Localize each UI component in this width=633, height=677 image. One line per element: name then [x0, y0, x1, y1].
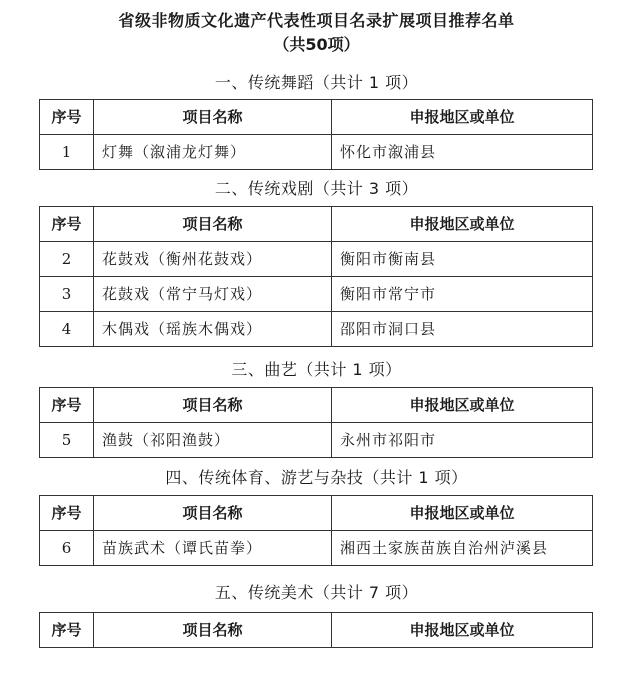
- row-index: 6: [40, 531, 94, 566]
- row-project-name: 花鼓戏（衡州花鼓戏）: [94, 242, 332, 277]
- table-row: [40, 312, 593, 347]
- row-project-name: 灯舞（溆浦龙灯舞）: [94, 135, 332, 170]
- header-name: 项目名称: [94, 496, 332, 531]
- section-heading: 二、传统戏剧（共计 3 项）: [214, 179, 419, 198]
- section-table: [39, 612, 593, 648]
- header-index: 序号: [40, 388, 94, 423]
- header-name: 项目名称: [94, 207, 332, 242]
- table-row: [40, 277, 593, 312]
- table-header-row: [40, 613, 593, 648]
- section-table: [39, 99, 593, 170]
- header-index: 序号: [40, 496, 94, 531]
- row-region: 邵阳市洞口县: [332, 312, 593, 347]
- document-title: 省级非物质文化遗产代表性项目名录扩展项目推荐名单: [118, 11, 515, 30]
- section-heading: 五、传统美术（共计 7 项）: [214, 583, 419, 602]
- row-project-name: 木偶戏（瑶族木偶戏）: [94, 312, 332, 347]
- section-heading: 三、曲艺（共计 1 项）: [231, 360, 402, 379]
- section-heading: 四、传统体育、游艺与杂技（共计 1 项）: [165, 468, 468, 487]
- section-heading: 一、传统舞蹈（共计 1 项）: [214, 73, 419, 92]
- row-index: 4: [40, 312, 94, 347]
- header-region: 申报地区或单位: [332, 613, 593, 648]
- row-project-name: 花鼓戏（常宁马灯戏）: [94, 277, 332, 312]
- row-region: 永州市祁阳市: [332, 423, 593, 458]
- row-index: 3: [40, 277, 94, 312]
- header-index: 序号: [40, 100, 94, 135]
- row-region: 衡阳市常宁市: [332, 277, 593, 312]
- row-project-name: 苗族武术（谭氏苗拳）: [94, 531, 332, 566]
- header-name: 项目名称: [94, 613, 332, 648]
- header-index: 序号: [40, 207, 94, 242]
- row-index: 2: [40, 242, 94, 277]
- header-index: 序号: [40, 613, 94, 648]
- row-region: 衡阳市衡南县: [332, 242, 593, 277]
- header-region: 申报地区或单位: [332, 207, 593, 242]
- section-table: [39, 206, 593, 347]
- header-region: 申报地区或单位: [332, 100, 593, 135]
- row-project-name: 渔鼓（祁阳渔鼓）: [94, 423, 332, 458]
- header-region: 申报地区或单位: [332, 388, 593, 423]
- table-header-row: [40, 388, 593, 423]
- table-header-row: [40, 100, 593, 135]
- header-name: 项目名称: [94, 388, 332, 423]
- table-row: [40, 135, 593, 170]
- row-region: 湘西土家族苗族自治州泸溪县: [332, 531, 593, 566]
- table-row: [40, 423, 593, 458]
- table-header-row: [40, 496, 593, 531]
- section-table: [39, 387, 593, 458]
- header-region: 申报地区或单位: [332, 496, 593, 531]
- table-header-row: [40, 207, 593, 242]
- table-row: [40, 242, 593, 277]
- section-table: [39, 495, 593, 566]
- table-row: [40, 531, 593, 566]
- row-index: 1: [40, 135, 94, 170]
- header-name: 项目名称: [94, 100, 332, 135]
- row-index: 5: [40, 423, 94, 458]
- row-region: 怀化市溆浦县: [332, 135, 593, 170]
- document-subtitle: （共50项）: [273, 35, 360, 54]
